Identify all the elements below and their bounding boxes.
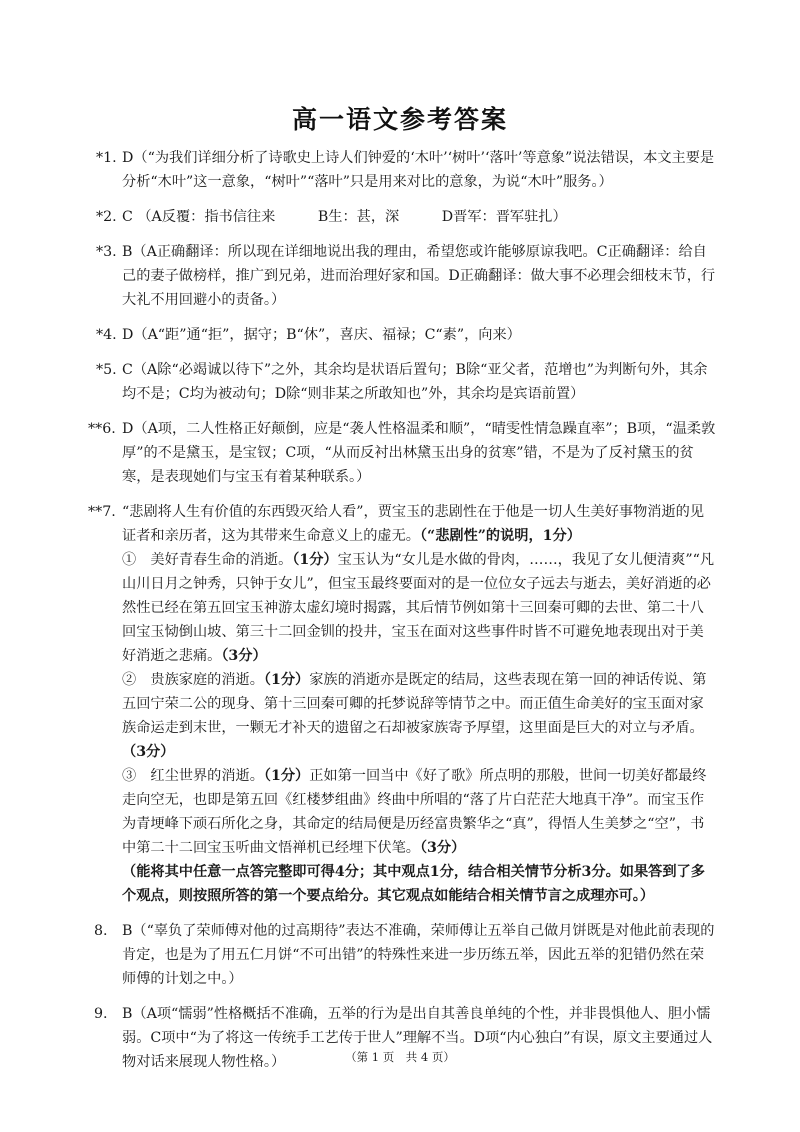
answer-item-1: [96, 146, 716, 194]
answer-number: 9.: [94, 1006, 108, 1022]
q7-intro-text: “悲剧将人生有价值的东西毁灭给人看”，贾宝玉的悲剧性在于他是一切人生美好事物消逝的见证者和亲历者，这为其带来生命意义上的虚无。: [122, 504, 705, 544]
answer-item-7: [88, 500, 716, 908]
q7-point-3-text: 正如第一回当中《好了歌》所点明的那般，世间一切美好都最终走向空无，也即是第五回《红楼梦组曲》终曲中所唱的“落了片白茫茫大地真干净”。而宝玉作为青埂峰下顽石所化之身，其命定的结局便是历经富贵繁华之“真”，得悟人生美梦之“空”，书中第二十二回宝玉听曲文悟禅机已经埋下伏笔。: [122, 768, 707, 856]
page-footer: （第 1 页 共 4 页）: [345, 1050, 455, 1064]
q7-point-1-label: ① 美好青春生命的消逝。: [122, 552, 293, 568]
answer-item-3: [96, 240, 716, 312]
q7-point-3-label: ③ 红尘世界的消逝。: [122, 768, 264, 784]
q7-point-3: [122, 764, 716, 860]
answer-item-8: [96, 919, 716, 991]
answer-text: B（A项“懦弱”性格概括不准确，五举的行为是出自其善良单纯的个性，并非畏惧他人、胆小懦弱。C项中“为了将这一传统手工艺传于世人”理解不当。D项“内心独白”有误，原文主要通过人物对话来展现人物性格。）: [122, 1006, 713, 1070]
answer-item-4: [96, 323, 716, 347]
answer-text: C （A反覆：指书信往来 B生：甚，深 D晋军：晋军驻扎）: [122, 209, 567, 225]
q7-point-1-score: （1分）: [292, 552, 338, 568]
answer-number: *1.: [96, 150, 117, 166]
answer-number: **7.: [88, 504, 116, 520]
page-title: 高一语文参考答案: [291, 105, 508, 134]
answer-number: *4.: [96, 327, 117, 343]
q7-point-2: [122, 668, 716, 764]
q7-intro-score: （“悲剧性”的说明，1分）: [419, 528, 581, 544]
answer-text: C（A除“必竭诚以待下”之外，其余均是状语后置句；B除“亚父者，范增也”为判断句外，其余均不是；C均为被动句；D除“则非某之所敢知也”外，其余均是宾语前置）: [122, 362, 708, 402]
answer-text: D（“为我们详细分析了诗歌史上诗人们钟爱的‘木叶’‘树叶’‘落叶’等意象”说法错误，本文主要是分析“木叶”这一意象，“树叶”“落叶”只是用来对比的意象，为说“木叶”服务。）: [122, 150, 715, 190]
answer-number: *5.: [96, 362, 117, 378]
q7-point-3-end-score: （3分）: [419, 840, 466, 856]
answer-number: *2.: [96, 209, 117, 225]
q7-point-1-end-score: （3分）: [221, 648, 267, 664]
answer-number: 8.: [94, 923, 108, 939]
answer-number: *3.: [96, 244, 117, 260]
q7-point-3-score: （1分）: [263, 768, 310, 784]
q7-scoring-note: （能将其中任意一点答完整即可得4分；其中观点1分，结合相关情节分析3分。如果答到了多个观点，则按照所答的第一个要点给分。其它观点如能结合相关情节言之成理亦可。）: [122, 864, 705, 904]
answer-text: D（A项，二人性格正好颠倒，应是“袭人性格温柔和顺”，“晴雯性情急躁直率”；B项，“温柔敦厚”的不是黛玉，是宝钗；C项，“从而反衬出林黛玉出身的贫寒”错，不是为了反衬黛玉的贫寒，是表现她们与宝玉有着某种联系。）: [122, 421, 716, 485]
q7-point-1-text: 宝玉认为“女儿是水做的骨肉，……，我见了女儿便清爽”“凡山川日月之钟秀，只钟于女儿”，但宝玉最终要面对的是一位位女子远去与逝去，美好消逝的必然性已经在第五回宝玉神游太虚幻境时揭露，其后情节例如第十三回秦可卿的去世、第二十八回宝玉恸倒山坡、第三十二回金钏的投井，宝玉在面对这些事件时皆不可避免地表现出对于美好消逝之悲痛。: [122, 552, 715, 664]
answer-list: [88, 146, 716, 1085]
q7-point-2-end-score: （3分）: [122, 744, 175, 760]
answer-item-2: [96, 205, 716, 229]
q7-point-2-score: （1分）: [263, 672, 310, 688]
q7-point-2-label: ② 贵族家庭的消逝。: [122, 672, 264, 688]
q7-intro: [122, 500, 716, 548]
answer-text: D（A“距”通“拒”，据守；B“休”，喜庆、福禄；C“素”，向来）: [122, 327, 521, 343]
answer-item-6: [88, 417, 716, 489]
answer-item-5: [96, 358, 716, 406]
q7-point-2-text: 家族的消逝亦是既定的结局，这些表现在第一回的神话传说、第五回宁荣二公的现身、第十三回秦可卿的托梦说辞等情节之中。而正值生命美好的宝玉面对家族命运走到末世，一颗无才补天的遗留之石却被家族寄予厚望，这里面是巨大的对立与矛盾。: [122, 672, 707, 736]
q7-point-1: [122, 548, 716, 668]
answer-text: B（“辜负了荣师傅对他的过高期待”表达不准确，荣师傅让五举自己做月饼既是对他此前表现的肯定，也是为了用五仁月饼“不可出错”的特殊性来进一步历练五举，因此五举的犯错仍然在荣师傅的计划之中。）: [122, 923, 715, 987]
answer-number: **6.: [88, 421, 116, 437]
answer-text: B（A正确翻译：所以现在详细地说出我的理由，希望您或许能够原谅我吧。C正确翻译：给自己的妻子做榜样，推广到兄弟，进而治理好家和国。D正确翻译：做大事不必理会细枝末节，行大礼不用回避小的责备。）: [122, 244, 716, 308]
